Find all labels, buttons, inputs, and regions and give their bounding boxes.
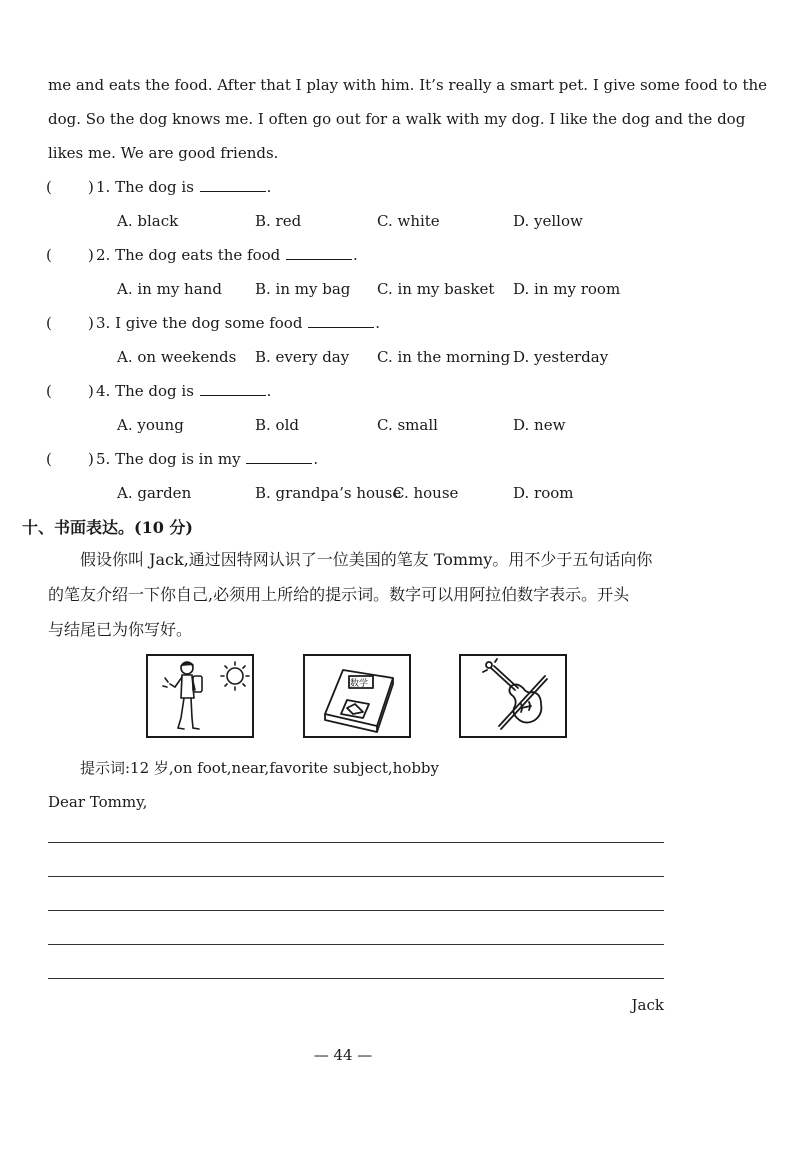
answer-blank[interactable] xyxy=(286,245,352,260)
q3-option-a: A. on weekends xyxy=(117,348,237,366)
q2-option-a: A. in my hand xyxy=(117,280,222,298)
boy-walking-picture xyxy=(146,654,254,738)
math-book-icon xyxy=(305,656,409,736)
q1-option-d: D. yellow xyxy=(513,212,583,230)
q3-option-b: B. every day xyxy=(255,348,350,366)
question-5-text: 5. The dog is in my xyxy=(96,450,246,468)
book-title-label: 数学 xyxy=(350,679,369,689)
q2-option-b: B. in my bag xyxy=(255,280,351,298)
q2-option-c: C. in my basket xyxy=(377,280,495,298)
answer-blank[interactable] xyxy=(308,313,374,328)
q4-option-b: B. old xyxy=(255,416,299,434)
writing-line-3[interactable] xyxy=(48,910,664,911)
q5-option-c: C. house xyxy=(393,484,459,502)
q5-option-b: B. grandpa’s house xyxy=(255,484,402,502)
q3-option-c: C. in the morning xyxy=(377,348,511,366)
question-1-text: 1. The dog is xyxy=(96,178,199,196)
instruction-line-2: 的笔友介绍一下你自己,必须用上所给的提示词。数字可以用阿拉伯数字表示。开头 xyxy=(48,585,630,604)
passage-line-3: likes me. We are good friends. xyxy=(48,144,279,162)
q1-option-c: C. white xyxy=(377,212,440,230)
passage-line-2: dog. So the dog knows me. I often go out for a walk with my dog. I like the dog and the dog xyxy=(48,110,746,128)
instruction-line-1: 假设你叫 Jack,通过因特网认识了一位美国的笔友 Tommy。用不少于五句话向你 xyxy=(80,550,653,569)
question-4-text: 4. The dog is xyxy=(96,382,199,400)
question-2-text: 2. The dog eats the food xyxy=(96,246,286,264)
violin-icon xyxy=(461,656,565,736)
letter-greeting: Dear Tommy, xyxy=(48,793,148,811)
q5-option-a: A. garden xyxy=(117,484,192,502)
letter-signature: Jack xyxy=(631,996,664,1014)
worksheet-page: me and eats the food. After that I play with him. It’s really a smart pet. I give some food to the dog. So the dog knows me. I often go out for a walk with my dog. I like the dog and the dog likes me. We are good friends. ( ) 1. The dog is . A. black B. red C. white D. yellow ( ) 2. The dog eats the food . A. in my hand B. in my bag C. in my basket D. in my room ( ) 3. I give the dog some food . A. on weekends B. every day C. in the morning D. yesterday ( ) 4. The dog is . A. young B. old C. small D. new ( ) 5. The dog is in my . A. garden B. grandpa’s house C. house D. room 十、书面表达。(10 分) 假设你叫 Jack,通过因特网认识了一位美国的笔友 Tommy。用不少于五句话向你 的笔友介绍一下你自己,必须用上所给的提示词。数字可以用阿拉伯数字表示。开头 与结尾已为你写好。 数学 提示词:12 岁,on foot,near,favorite subject,hobby Dear Tommy, Jack — 44 — xyxy=(0,0,800,1159)
q4-option-d: D. new xyxy=(513,416,566,434)
q1-option-a: A. black xyxy=(117,212,179,230)
q4-option-c: C. small xyxy=(377,416,438,434)
passage-line-1: me and eats the food. After that I play with him. It’s really a smart pet. I give some food to the xyxy=(48,76,768,94)
writing-line-1[interactable] xyxy=(48,842,664,843)
q3-option-d: D. yesterday xyxy=(513,348,609,366)
page-number: — 44 — xyxy=(313,1046,373,1064)
writing-line-4[interactable] xyxy=(48,944,664,945)
writing-line-5[interactable] xyxy=(48,978,664,979)
hint-words: 提示词:12 岁,on foot,near,favorite subject,hobby xyxy=(80,759,440,777)
q2-option-d: D. in my room xyxy=(513,280,621,298)
answer-blank[interactable] xyxy=(246,449,312,464)
q1-option-b: B. red xyxy=(255,212,302,230)
question-3-text: 3. I give the dog some food xyxy=(96,314,308,332)
section-heading: 十、书面表达。(10 分) xyxy=(22,518,193,537)
instruction-line-3: 与结尾已为你写好。 xyxy=(48,620,193,639)
violin-picture xyxy=(459,654,567,738)
boy-walking-icon xyxy=(148,656,252,736)
answer-blank[interactable] xyxy=(200,177,266,192)
q4-option-a: A. young xyxy=(117,416,184,434)
math-book-picture xyxy=(303,654,411,738)
answer-blank[interactable] xyxy=(200,381,266,396)
q5-option-d: D. room xyxy=(513,484,574,502)
writing-line-2[interactable] xyxy=(48,876,664,877)
